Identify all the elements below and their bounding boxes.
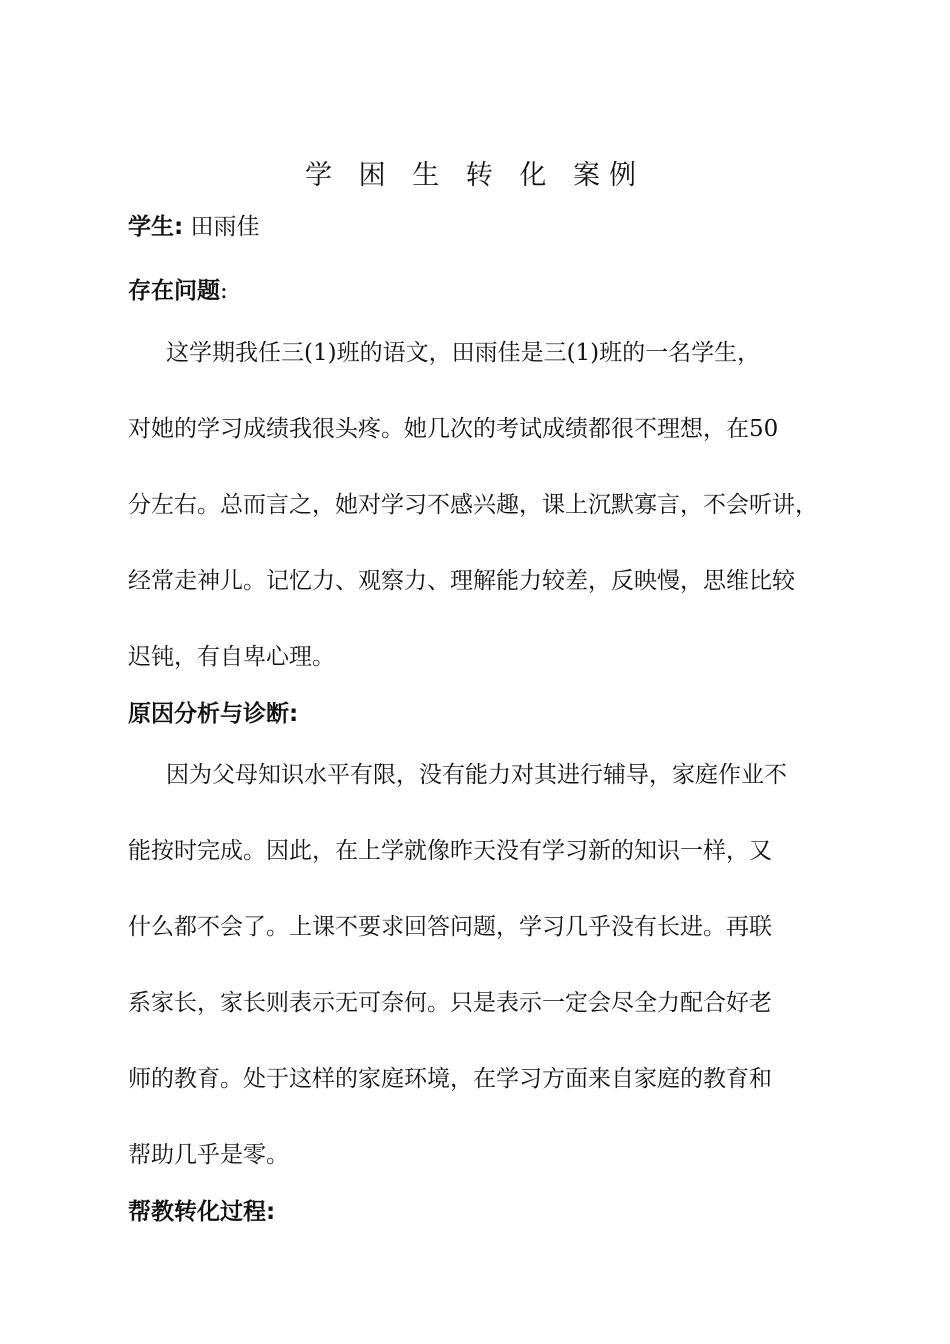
paragraph-line: 分左右。总而言之，她对学习不感兴趣，课上沉默寡言，不会听讲，	[128, 492, 818, 518]
analysis-heading: 原因分析与诊断:	[128, 701, 299, 727]
problems-heading-row	[128, 272, 848, 305]
paragraph-line: 迟钝，有自卑心理。	[128, 644, 335, 670]
problems-heading: 存在问题	[128, 278, 220, 304]
analysis-paragraph	[128, 756, 838, 1212]
paragraph-line: 系家长，家长则表示无可奈何。只是表示一定会尽全力配合好老	[128, 990, 772, 1016]
paragraph-line: 经常走神儿。记忆力、观察力、理解能力较差，反映慢，思维比较	[128, 568, 795, 594]
paragraph-line: 因为父母知识水平有限，没有能力对其进行辅导，家庭作业不	[166, 762, 787, 788]
paragraph-line: 师的教育。处于这样的家庭环境，在学习方面来自家庭的教育和	[128, 1066, 772, 1092]
problems-heading-colon: :	[220, 278, 228, 304]
paragraph-line: 什么都不会了。上课不要求回答问题，学习几乎没有长进。再联	[128, 914, 772, 940]
student-name: 田雨佳	[190, 214, 260, 240]
paragraph-line: 这学期我任三(1)班的语文，田雨佳是三(1)班的一名学生，	[166, 340, 761, 366]
paragraph-line: 能按时完成。因此，在上学就像昨天没有学习新的知识一样，又	[128, 838, 772, 864]
problems-paragraph	[128, 334, 838, 714]
process-heading: 帮教转化过程:	[128, 1199, 276, 1225]
student-label: 学生:	[128, 214, 184, 240]
page-title: 学 困 生 转 化 案例	[305, 160, 645, 191]
paragraph-line: 帮助几乎是零。	[128, 1142, 289, 1168]
student-row	[128, 208, 848, 241]
paragraph-line: 对她的学习成绩我很头疼。她几次的考试成绩都很不理想，在50	[128, 416, 779, 442]
